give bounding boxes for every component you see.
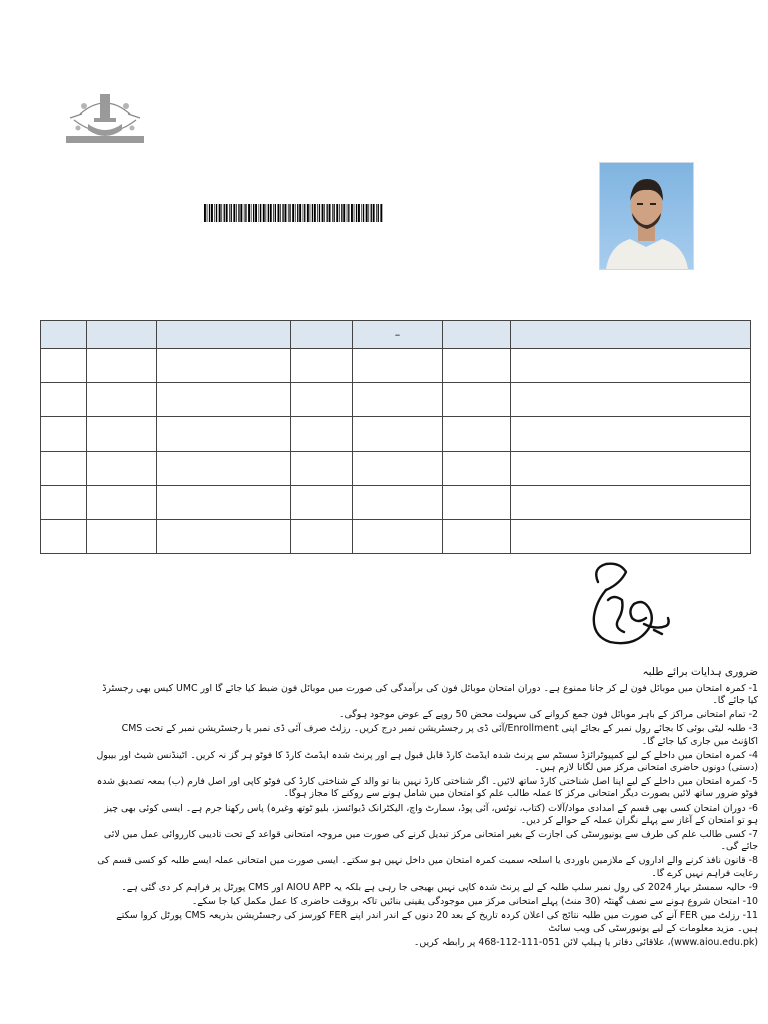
table-cell xyxy=(443,383,511,417)
table-cell xyxy=(443,519,511,553)
table-cell xyxy=(353,349,443,383)
instructions-title: ضروری ہدایات برائے طلبہ xyxy=(642,666,758,678)
table-row xyxy=(41,417,751,451)
table-cell xyxy=(511,519,751,553)
table-row xyxy=(41,485,751,519)
table-cell xyxy=(157,417,291,451)
table-cell xyxy=(41,451,87,485)
table-cell xyxy=(157,349,291,383)
instruction-item: 1- کمرہ امتحان میں موبائل فون لے کر جانا ممنوع ہے۔ دوران امتحان موبائل فون کی برآمدگی کی صورت میں موبائل فون ضبط کیا جائے گا اور UMC کیس بھی رجسٹرڈ کیا جائے گا۔ xyxy=(102,682,758,706)
table-header-cell xyxy=(41,321,87,349)
table-cell xyxy=(41,417,87,451)
table-cell xyxy=(87,451,157,485)
table-cell xyxy=(353,485,443,519)
table-cell xyxy=(41,519,87,553)
instruction-item: 5- کمرہ امتحان میں داخلے کے لیے اپنا اصل شناختی کارڈ ساتھ لائیں۔ اگر شناختی کارڈ نہیں بنا تو والد کے شناختی کارڈ کی فوٹو کاپی اور اصل فارم (ب) بمعہ تصدیق شدہ فوٹو ضرور ساتھ لائیں بصورت دیگر امتحانی مرکز کا عملہ طالب علم کو امتحان میں شامل ہونے سے روکنے کا مجاز ہوگا۔ xyxy=(96,776,758,800)
table-cell xyxy=(443,485,511,519)
table-header-cell xyxy=(291,321,353,349)
instruction-item: 10- امتحان شروع ہونے سے نصف گھنٹہ (30 منٹ) پہلے امتحانی مرکز میں موجودگی یقینی بنائیں تاکہ بروقت حاضری کا عمل مکمل کیا جا سکے۔ xyxy=(191,896,758,908)
table-cell xyxy=(87,519,157,553)
instruction-item: 9- حالیہ سمسٹر بہار 2024 کی رول نمبر سلپ طلبہ کے لیے پرنٹ شدہ کاپی نہیں بھیجی جا رہی ہے بلکہ یہ AIOU APP اور CMS پورٹل پر فراہم کر دی گئی ہے۔ xyxy=(121,881,758,893)
university-logo xyxy=(60,84,150,156)
table-cell xyxy=(291,485,353,519)
table-cell xyxy=(157,383,291,417)
table-header-cell xyxy=(157,321,291,349)
table-cell xyxy=(157,451,291,485)
table-cell xyxy=(87,383,157,417)
table-cell xyxy=(353,451,443,485)
table-cell xyxy=(511,383,751,417)
table-cell xyxy=(511,451,751,485)
table-cell xyxy=(511,349,751,383)
instructions-section xyxy=(96,666,758,951)
table-cell xyxy=(291,417,353,451)
table-header-cell xyxy=(87,321,157,349)
table-cell xyxy=(511,417,751,451)
table-cell xyxy=(41,383,87,417)
table-cell xyxy=(443,349,511,383)
table-cell xyxy=(157,519,291,553)
table-cell xyxy=(291,519,353,553)
table-row xyxy=(41,383,751,417)
exam-schedule-table xyxy=(40,320,751,554)
instruction-item: 7- کسی طالب علم کی طرف سے یونیورسٹی کی اجازت کے بغیر امتحانی مرکز تبدیل کرنے کی صورت میں مروجہ امتحانی قواعد کے تحت تادیبی کارروائی عمل میں لائی جائے گی۔ xyxy=(103,829,758,853)
instruction-item: 2- تمام امتحانی مراکز کے باہر موبائل فون جمع کروانے کی سہولت محض 50 روپے کے عوض موجود ہوگی۔ xyxy=(338,709,758,721)
table-cell xyxy=(353,383,443,417)
table-cell xyxy=(443,417,511,451)
table-cell xyxy=(87,349,157,383)
table-cell xyxy=(443,451,511,485)
table-header-cell xyxy=(443,321,511,349)
table-cell xyxy=(511,485,751,519)
table-cell xyxy=(41,349,87,383)
table-header-cell xyxy=(511,321,751,349)
student-photo xyxy=(599,162,694,270)
table-cell xyxy=(87,417,157,451)
signature xyxy=(584,560,672,650)
table-cell xyxy=(41,485,87,519)
instruction-item: 6- دوران امتحان کسی بھی قسم کے امدادی مواد/آلات (کتاب، نوٹس، آئی پوڈ، سمارٹ واچ، الیکٹرانک ڈیوائسز، بلیو ٹوتھ وغیرہ) پاس رکھنا جرم ہے۔ ایسی کوئی بھی چیز ہو تو امتحان کے آغاز سے پہلے نگران عملہ کے حوالے کر دیں۔ xyxy=(104,802,758,826)
table-cell xyxy=(87,485,157,519)
table-row xyxy=(41,519,751,553)
table-cell xyxy=(353,417,443,451)
table-header-row xyxy=(41,321,751,349)
table-cell xyxy=(291,349,353,383)
barcode xyxy=(204,204,384,222)
instruction-item: 3- طلبہ لیٹی بوئی کا بجائے رول نمبر کے بجائے اپنی Enrollment/آئی ڈی پر رجسٹریشن نمبر درج کریں۔ رزلٹ صرف آئی ڈی نمبر یا رجسٹریشن نمبر کے تحت CMS اکاؤنٹ میں جاری کیا جائے گا۔ xyxy=(121,723,758,747)
table-cell xyxy=(291,383,353,417)
instruction-item: 11- رزلٹ میں FER آنے کی صورت میں طلبہ نتائج کی اعلان کردہ تاریخ کے بعد 20 دنوں کے اندر اندر اپنے FER کورسز کی رجسٹریشن بذریعہ CMS پورٹل کروا سکتے ہیں۔ مزید معلومات کے لیے یونیورسٹی کی ویب سائٹ xyxy=(116,910,758,934)
instruction-item: 4- کمرہ امتحان میں داخلے کے لیے کمپیوٹرائزڈ سسٹم سے پرنٹ شدہ ایڈمٹ کارڈ قابل قبول ہے اور پرنٹ شدہ ایڈمٹ کارڈ کا فوٹو ہر گز نہ کریں۔ اٹینڈنس شیٹ اور بیبول (دستی) دونوں حاضری امتحانی مرکز میں لگانا لازم ہیں۔ xyxy=(96,749,758,773)
table-header-cell: – xyxy=(353,321,443,349)
table-row xyxy=(41,349,751,383)
instruction-item: (www.aiou.edu.pk)، علاقائی دفاتر یا ہیلپ لائن 051-111-112-468 پر رابطہ کریں۔ xyxy=(413,936,758,948)
table-cell xyxy=(291,451,353,485)
table-cell xyxy=(353,519,443,553)
table-cell xyxy=(157,485,291,519)
table-row xyxy=(41,451,751,485)
instruction-item: 8- قانون نافذ کرنے والے اداروں کے ملازمین باوردی یا اسلحہ سمیت کمرہ امتحان میں داخل نہیں ہو سکتے۔ ایسی صورت میں امتحانی عملہ ایسے طلبہ کو کسی قسم کی رعایت فراہم نہیں کرے گا۔ xyxy=(97,855,758,879)
